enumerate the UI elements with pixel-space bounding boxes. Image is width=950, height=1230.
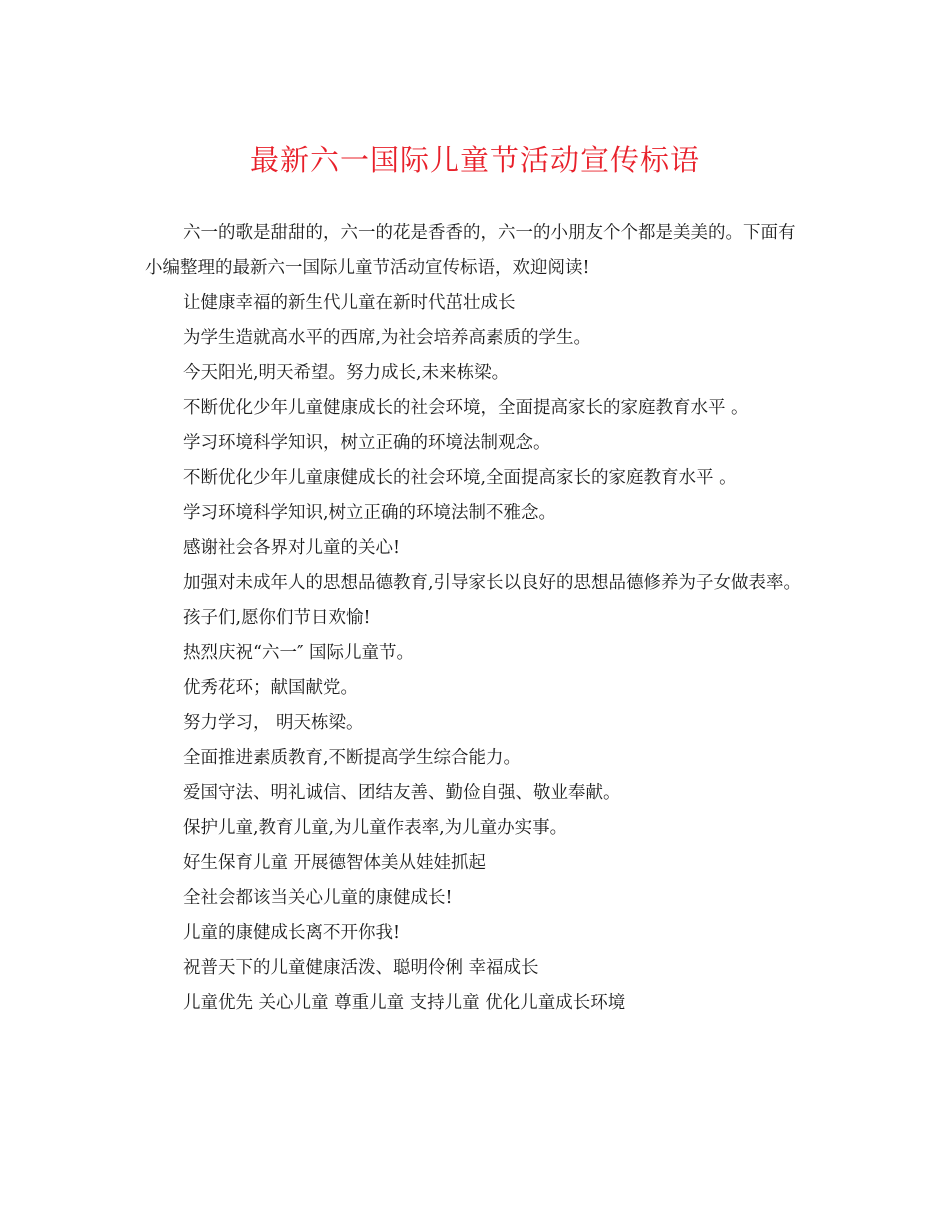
paragraph: 好生保育儿童 开展德智体美从娃娃抓起: [183, 853, 487, 873]
paragraph: 六一的歌是甜甜的，六一的花是香香的，六一的小朋友个个都是美美的。下面有小编整理的最新六一国际儿童节活动宣传标语，欢迎阅读!: [145, 223, 796, 278]
paragraph: 学习环境科学知识,树立正确的环境法制不雅念。: [183, 503, 557, 523]
paragraph: 保护儿童,教育儿童,为儿童作表率,为儿童办实事。: [183, 818, 568, 838]
paragraph: 儿童优先 关心儿童 尊重儿童 支持儿童 优化儿童成长环境: [183, 993, 626, 1013]
page-title: 最新六一国际儿童节活动宣传标语: [249, 143, 700, 177]
document-body: [145, 216, 805, 1021]
paragraph: 全社会都该当关心儿童的康健成长!: [183, 888, 453, 908]
paragraph: 儿童的康健成长离不开你我!: [183, 923, 401, 943]
paragraph: 努力学习， 明天栋梁。: [183, 713, 364, 733]
paragraph: 爱国守法、明礼诚信、团结友善、勤俭自强、敬业奉献。: [183, 783, 621, 803]
paragraph: 全面推进素质教育,不断提高学生综合能力。: [183, 748, 522, 768]
paragraph: 祝普天下的儿童健康活泼、聪明伶俐 幸福成长: [183, 958, 539, 978]
paragraph: 不断优化少年儿童康健成长的社会环境,全面提高家长的家庭教育水平 。: [183, 468, 737, 488]
paragraph: 让健康幸福的新生代儿童在新时代茁壮成长: [183, 293, 516, 313]
paragraph: 不断优化少年儿童健康成长的社会环境，全面提高家长的家庭教育水平 。: [183, 398, 749, 418]
paragraph: 加强对未成年人的思想品德教育,引导家长以良好的思想品德修养为子女做表率。: [183, 573, 802, 593]
paragraph: 优秀花环；献国献党。: [183, 678, 358, 698]
paragraph: 今天阳光,明天希望。努力成长,未来栋梁。: [183, 363, 510, 383]
paragraph: 学习环境科学知识，树立正确的环境法制观念。: [183, 433, 551, 453]
paragraph: 为学生造就高水平的西席,为社会培养高素质的学生。: [183, 328, 592, 348]
paragraph: 孩子们,愿你们节日欢愉!: [183, 608, 371, 628]
paragraph: 热烈庆祝“六一″ 国际儿童节。: [183, 643, 415, 663]
paragraph: 感谢社会各界对儿童的关心!: [183, 538, 401, 558]
